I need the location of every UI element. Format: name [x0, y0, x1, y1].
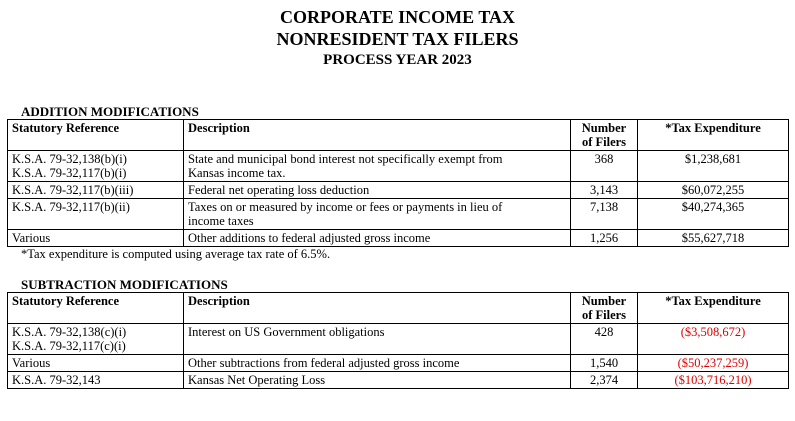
statutory-reference-cell — [8, 372, 184, 389]
addition-header-row — [8, 120, 789, 151]
tax-rate-footnote: *Tax expenditure is computed using average tax rate of 6.5%. — [21, 247, 331, 261]
col-header-statutory-reference: Statutory Reference — [8, 120, 184, 151]
statutory-reference: Various — [12, 356, 51, 370]
table-row — [8, 355, 789, 372]
description-text: Other subtractions from federal adjusted gross income — [188, 356, 460, 370]
filers-cell: 7,138 — [571, 199, 638, 230]
statutory-reference-cell — [8, 324, 184, 355]
description-cell — [184, 199, 571, 230]
filers-cell: 1,540 — [571, 355, 638, 372]
col-header-number-of-filers — [571, 293, 638, 324]
expenditure-cell: $1,238,681 — [638, 151, 789, 182]
statutory-reference: Various — [12, 231, 51, 245]
description-text: Interest on US Government obligations — [188, 325, 385, 339]
col-header-number-of-filers — [571, 120, 638, 151]
statutory-reference: K.S.A. 79-32,117(b)(iii) — [12, 183, 134, 197]
table-row — [8, 199, 789, 230]
table-row — [8, 372, 789, 389]
addition-section-title: ADDITION MODIFICATIONS — [21, 104, 199, 119]
description-text: Kansas Net Operating Loss — [188, 373, 326, 387]
col-header-tax-expenditure: *Tax Expenditure — [638, 293, 789, 324]
description-text: State and municipal bond interest not specifically exempt from — [188, 152, 503, 166]
addition-table — [7, 119, 789, 247]
subtraction-header-row — [8, 293, 789, 324]
table-row — [8, 151, 789, 182]
title-line-1: CORPORATE INCOME TAX — [279, 7, 515, 27]
title-line-2: NONRESIDENT TAX FILERS — [276, 29, 519, 49]
statutory-reference-cell — [8, 199, 184, 230]
table-row — [8, 182, 789, 199]
filers-cell: 2,374 — [571, 372, 638, 389]
col-header-statutory-reference: Statutory Reference — [8, 293, 184, 324]
subtraction-section-title: SUBTRACTION MODIFICATIONS — [21, 277, 228, 292]
report-title — [0, 6, 795, 70]
description-text: Federal net operating loss deduction — [188, 183, 370, 197]
col-header-description: Description — [184, 293, 571, 324]
statutory-reference: K.S.A. 79-32,138(c)(i) — [12, 325, 127, 339]
statutory-reference: K.S.A. 79-32,117(c)(i) — [12, 339, 126, 353]
description-text: Other additions to federal adjusted gross income — [188, 231, 431, 245]
col-header-tax-expenditure: *Tax Expenditure — [638, 120, 789, 151]
title-line-3: PROCESS YEAR 2023 — [323, 52, 472, 68]
table-row — [8, 230, 789, 247]
col-header-filers-line2: of Filers — [581, 135, 627, 149]
description-cell — [184, 182, 571, 199]
statutory-reference-cell — [8, 151, 184, 182]
description-text: income taxes — [188, 214, 254, 228]
col-header-filers-line2: of Filers — [581, 308, 627, 322]
statutory-reference-cell — [8, 355, 184, 372]
col-header-description: Description — [184, 120, 571, 151]
description-text: Kansas income tax. — [188, 166, 286, 180]
description-cell — [184, 151, 571, 182]
description-cell — [184, 230, 571, 247]
statutory-reference-cell — [8, 182, 184, 199]
subtraction-table — [7, 292, 789, 389]
description-cell — [184, 372, 571, 389]
expenditure-cell: ($103,716,210) — [638, 372, 789, 389]
description-cell — [184, 355, 571, 372]
statutory-reference: K.S.A. 79-32,117(b)(ii) — [12, 200, 130, 214]
expenditure-cell: ($3,508,672) — [638, 324, 789, 355]
filers-cell: 368 — [571, 151, 638, 182]
description-text: Taxes on or measured by income or fees or payments in lieu of — [188, 200, 503, 214]
expenditure-cell: $60,072,255 — [638, 182, 789, 199]
expenditure-cell: $40,274,365 — [638, 199, 789, 230]
statutory-reference: K.S.A. 79-32,143 — [12, 373, 101, 387]
filers-cell: 3,143 — [571, 182, 638, 199]
description-cell — [184, 324, 571, 355]
col-header-filers-line1: Number — [581, 294, 627, 308]
expenditure-cell: ($50,237,259) — [638, 355, 789, 372]
expenditure-cell: $55,627,718 — [638, 230, 789, 247]
statutory-reference: K.S.A. 79-32,138(b)(i) — [12, 152, 127, 166]
statutory-reference: K.S.A. 79-32,117(b)(i) — [12, 166, 127, 180]
filers-cell: 428 — [571, 324, 638, 355]
filers-cell: 1,256 — [571, 230, 638, 247]
col-header-filers-line1: Number — [581, 121, 627, 135]
statutory-reference-cell — [8, 230, 184, 247]
table-row — [8, 324, 789, 355]
